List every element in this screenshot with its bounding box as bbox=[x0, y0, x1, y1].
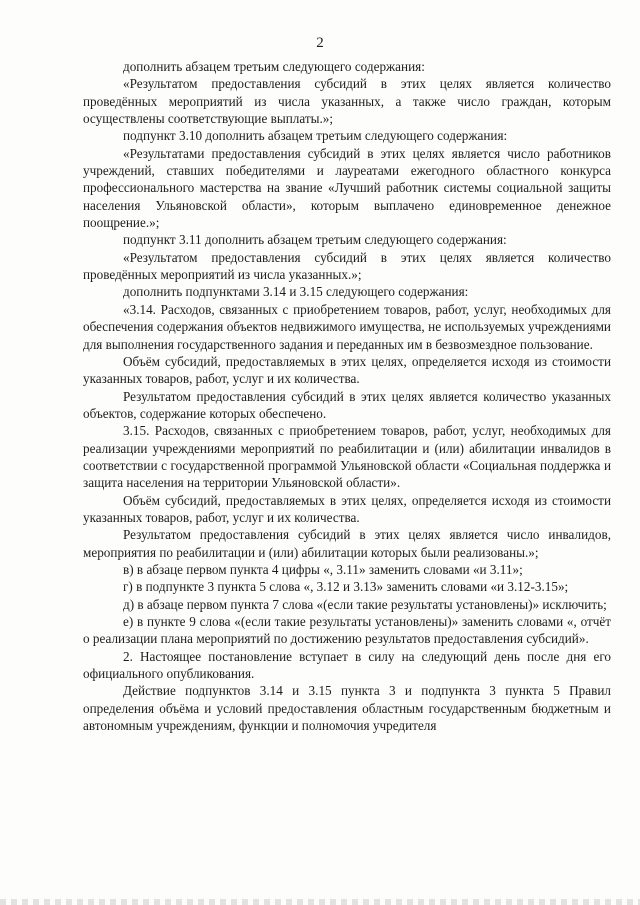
paragraph: г) в подпункте 3 пункта 5 слова «, 3.12 и 3.13» заменить словами «и 3.12-3.15»; bbox=[123, 579, 569, 595]
paragraph: Объём субсидий, предоставляемых в этих целях, определяется исходя из стоимости указанных товаров, работ, услуг и их количества. bbox=[83, 492, 611, 525]
paragraph: Объём субсидий, предоставляемых в этих целях, определяется исходя из стоимости указанных товаров, работ, услуг и их количества. bbox=[83, 353, 611, 387]
paragraph: «3.14. Расходов, связанных с приобретением товаров, работ, услуг, необходимых для обеспечения содержания объектов недвижимого имущества, не используемых учреждениями для выполнения государственного задания и переданных им в безвозмездное пользование. bbox=[83, 301, 611, 352]
paragraph: е) в пункте 9 слова «(если такие результаты установлены)» заменить словами «, отчёт о реализации плана мероприятий по достижению результатов предоставления субсидий». bbox=[83, 614, 611, 647]
scan-edge-artifact bbox=[0, 899, 640, 905]
paragraph: Результатом предоставления субсидий в этих целях является число инвалидов, мероприятия по реабилитации и (или) абилитации которых были реализованы.»; bbox=[83, 527, 611, 560]
paragraph: «Результатом предоставления субсидий в этих целях является количество проведённых мероприятий из числа указанных, а также число граждан, которым осуществлены соответствующие выплаты.»; bbox=[83, 76, 611, 127]
paragraph: подпункт 3.11 дополнить абзацем третьим следующего содержания: bbox=[123, 232, 507, 248]
paragraph: в) в абзаце первом пункта 4 цифры «, 3.11» заменить словами «и 3.11»; bbox=[123, 561, 523, 577]
paragraph: Действие подпунктов 3.14 и 3.15 пункта 3 и подпункта 3 пункта 5 Правил определения объёма и условий предоставления областным государственным бюджетным и автономным учреждениям, функции и полномочия учредителя bbox=[83, 683, 611, 734]
paragraph: дополнить абзацем третьим следующего содержания: bbox=[123, 59, 425, 74]
page-number: 2 bbox=[316, 35, 324, 51]
paragraph: «Результатом предоставления субсидий в этих целях является количество проведённых мероприятий из числа указанных.»; bbox=[83, 249, 611, 283]
paragraph: 2. Настоящее постановление вступает в силу на следующий день после дня его официального опубликования. bbox=[83, 648, 611, 682]
paragraph: дополнить подпунктами 3.14 и 3.15 следующего содержания: bbox=[123, 284, 469, 300]
paragraph: 3.15. Расходов, связанных с приобретением товаров, работ, услуг, необходимых для реализации учреждениями мероприятий по реабилитации и (или) абилитации инвалидов в соответствии с государственной программой Ульяновской области «Социальная поддержка и защита населения на территории Ульяновской области». bbox=[83, 423, 611, 491]
paragraph: подпункт 3.10 дополнить абзацем третьим следующего содержания: bbox=[123, 128, 508, 144]
document-body bbox=[83, 58, 611, 734]
paragraph: Результатом предоставления субсидий в этих целях является количество указанных объектов, содержание которых обеспечено. bbox=[83, 388, 611, 421]
paragraph: «Результатами предоставления субсидий в этих целях является число работников учреждений, ставших победителями и лауреатами ежегодного областного конкурса профессионального мастерства на звание «Лучший работник системы социальной защиты населения Ульяновской области», которым выплачено единовременное денежное поощрение.»; bbox=[83, 145, 611, 231]
paragraph: д) в абзаце первом пункта 7 слова «(если такие результаты установлены)» исключить; bbox=[123, 596, 607, 612]
